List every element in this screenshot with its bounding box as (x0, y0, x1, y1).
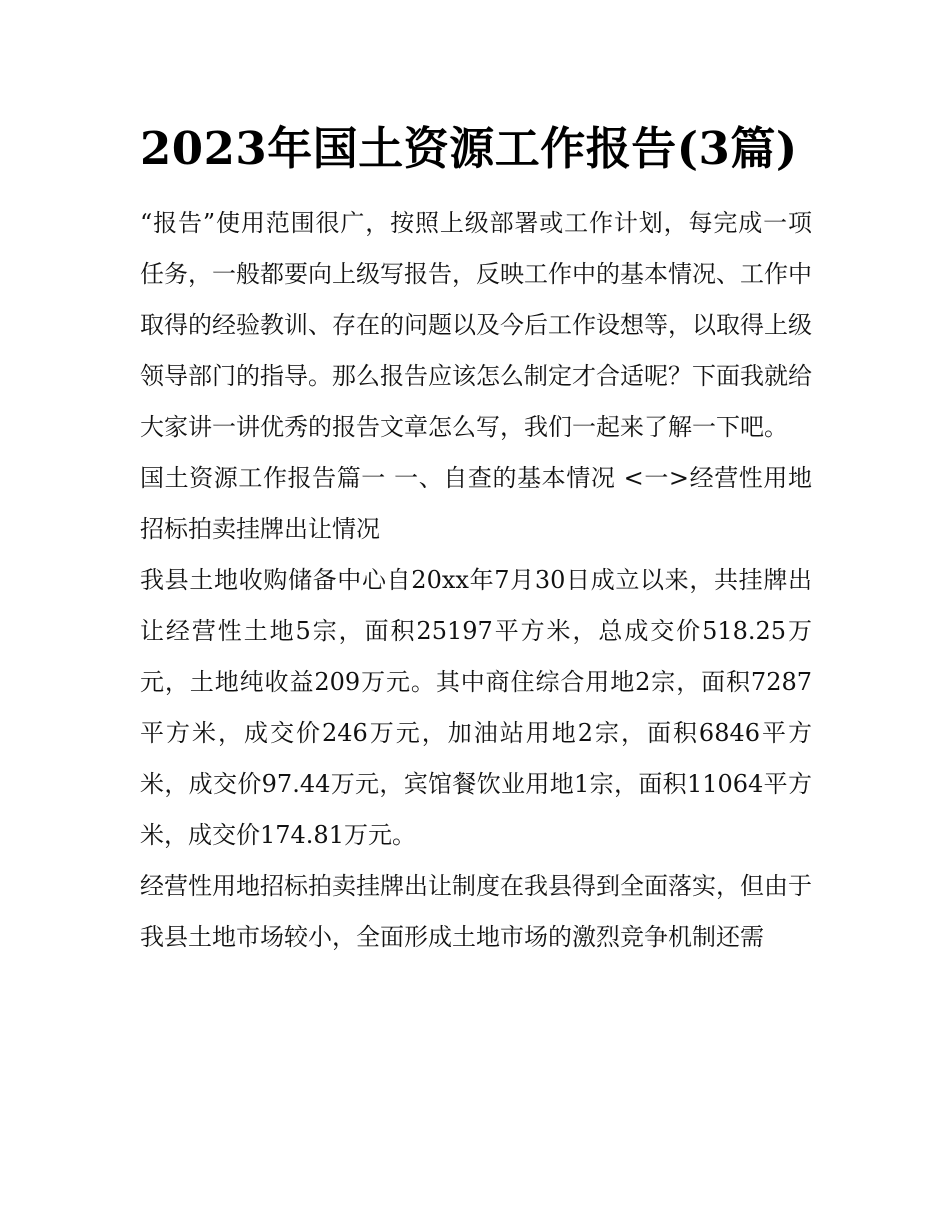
market-paragraph: 经营性用地招标拍卖挂牌出让制度在我县得到全面落实，但由于我县土地市场较小，全面形成土地市场的激烈竞争机制还需 (140, 872, 812, 951)
intro-paragraph: “报告”使用范围很广，按照上级部署或工作计划，每完成一项任务，一般都要向上级写报告，反映工作中的基本情况、工作中取得的经验教训、存在的问题以及今后工作设想等，以取得上级领导部门的指导。那么报告应该怎么制定才合适呢？下面我就给大家讲一讲优秀的报告文章怎么写，我们一起来了解一下吧。 (140, 209, 812, 441)
section-heading-paragraph: 国土资源工作报告篇一 一、自查的基本情况 <一>经营性用地招标拍卖挂牌出让情况 (140, 464, 812, 543)
document-body (140, 118, 812, 963)
document-title: 2023年国土资源工作报告(3篇) (140, 122, 798, 175)
statistics-paragraph: 我县土地收购储备中心自20xx年7月30日成立以来，共挂牌出让经营性土地5宗，面积25197平方米，总成交价518.25万元，土地纯收益209万元。其中商住综合用地2宗，面积7287平方米，成交价246万元，加油站用地2宗，面积6846平方米，成交价97.44万元，宾馆餐饮业用地1宗，面积11064平方米，成交价174.81万元。 (140, 566, 812, 849)
